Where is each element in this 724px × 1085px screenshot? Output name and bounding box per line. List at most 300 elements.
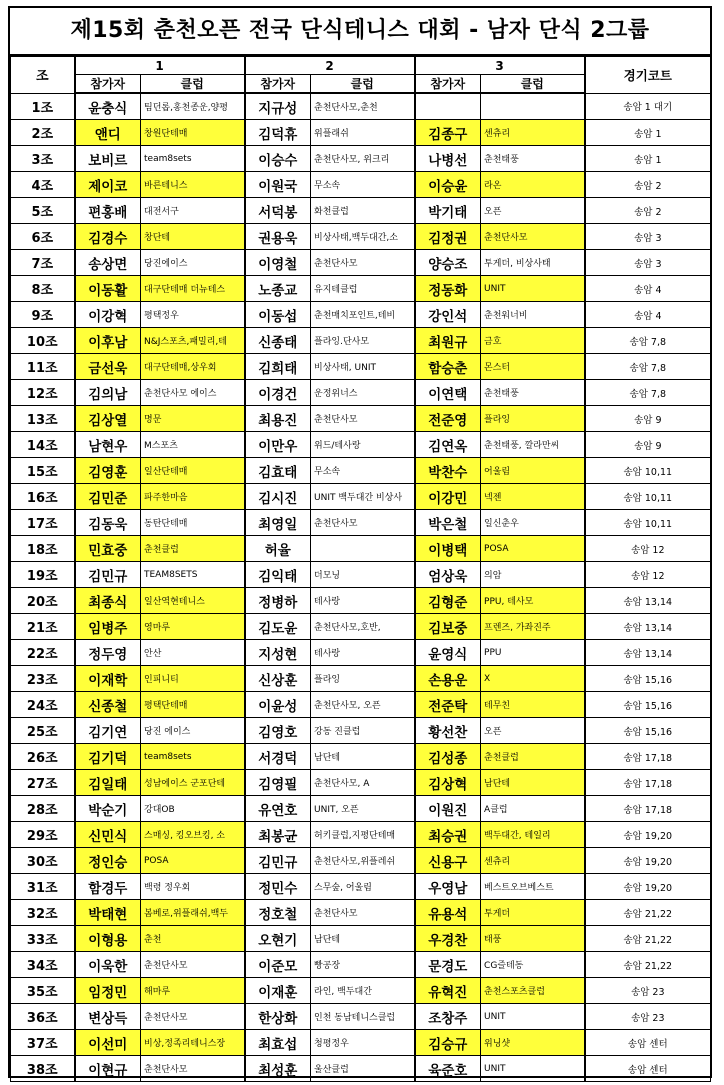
- participant-club: 비상,정족리테니스장: [141, 1030, 245, 1056]
- participant-name: 김영호: [245, 718, 311, 744]
- participant-club: 춘천단사모: [311, 250, 415, 276]
- participant-name: 유연호: [245, 796, 311, 822]
- participant-club: 춘천단사모: [141, 1004, 245, 1030]
- participant-club: 빵공장: [311, 952, 415, 978]
- participant-club: 팀던롭,홍천종운,양평: [141, 93, 245, 120]
- participant-name: 양승조: [415, 250, 481, 276]
- participant-name: 김상혁: [415, 770, 481, 796]
- participant-name: 김경수: [75, 224, 141, 250]
- group-number: 37조: [11, 1030, 75, 1056]
- court-assignment: 송암 2: [585, 172, 711, 198]
- group-number: 26조: [11, 744, 75, 770]
- participant-name: 나병선: [415, 146, 481, 172]
- table-row: [11, 354, 711, 380]
- header-club: 클럽: [311, 75, 415, 94]
- participant-name: 김희태: [245, 354, 311, 380]
- court-assignment: 송암 4: [585, 276, 711, 302]
- participant-name: 이재훈: [245, 978, 311, 1004]
- group-number: 18조: [11, 536, 75, 562]
- participant-name: 신종철: [75, 692, 141, 718]
- table-row: [11, 484, 711, 510]
- table-row: [11, 666, 711, 692]
- participant-name: 김덕휴: [245, 120, 311, 146]
- court-assignment: 송암 17,18: [585, 744, 711, 770]
- participant-club: 춘천매치포인트,테비: [311, 302, 415, 328]
- participant-name: 임병주: [75, 614, 141, 640]
- participant-club: 춘천태풍, 깔라만씨: [481, 432, 585, 458]
- participant-name: 금선욱: [75, 354, 141, 380]
- group-number: 31조: [11, 874, 75, 900]
- participant-club: 위플래쉬: [311, 120, 415, 146]
- participant-club: 춘천스포츠클럽: [481, 978, 585, 1004]
- draw-rows: [11, 93, 711, 1082]
- participant-club: 라인, 백두대간: [311, 978, 415, 1004]
- participant-name: 김정권: [415, 224, 481, 250]
- court-assignment: 송암 7,8: [585, 354, 711, 380]
- header-club: 클럽: [141, 75, 245, 94]
- participant-club: 의암: [481, 562, 585, 588]
- participant-name: 김형준: [415, 588, 481, 614]
- participant-club: 일산역현테니스: [141, 588, 245, 614]
- participant-name: 지규성: [245, 93, 311, 120]
- participant-name: 신종태: [245, 328, 311, 354]
- participant-name: 김효태: [245, 458, 311, 484]
- participant-name: 이원국: [245, 172, 311, 198]
- group-number: 14조: [11, 432, 75, 458]
- participant-club: 영마루: [141, 614, 245, 640]
- court-assignment: 송암 15,16: [585, 666, 711, 692]
- participant-name: 김영필: [245, 770, 311, 796]
- table-row: [11, 822, 711, 848]
- table-row: [11, 926, 711, 952]
- group-number: 19조: [11, 562, 75, 588]
- header-court: 경기코트: [585, 57, 711, 94]
- participant-club: 대구단테매,상우회: [141, 354, 245, 380]
- group-number: 10조: [11, 328, 75, 354]
- participant-club: [481, 93, 585, 120]
- group-number: 17조: [11, 510, 75, 536]
- court-assignment: 송암 12: [585, 536, 711, 562]
- header-club: 클럽: [481, 75, 585, 94]
- participant-club: 명문: [141, 406, 245, 432]
- participant-name: 최승권: [415, 822, 481, 848]
- participant-name: 김민규: [75, 562, 141, 588]
- participant-name: 정두영: [75, 640, 141, 666]
- participant-club: 어울림: [481, 458, 585, 484]
- participant-club: 춘천단사모: [311, 406, 415, 432]
- table-row: [11, 458, 711, 484]
- court-assignment: 송암 21,22: [585, 900, 711, 926]
- participant-name: 유혁진: [415, 978, 481, 1004]
- participant-name: 남현우: [75, 432, 141, 458]
- participant-club: 춘천클럽: [481, 744, 585, 770]
- participant-club: 춘천태풍: [481, 146, 585, 172]
- participant-name: 최성훈: [245, 1056, 311, 1082]
- participant-club: 투게더, 비상사태: [481, 250, 585, 276]
- participant-name: 신민식: [75, 822, 141, 848]
- participant-club: 오픈: [481, 718, 585, 744]
- participant-club: 춘천단사모,위플레쉬: [311, 848, 415, 874]
- participant-name: 엄상욱: [415, 562, 481, 588]
- table-row: [11, 120, 711, 146]
- participant-club: 춘천단사모,춘천: [311, 93, 415, 120]
- table-row: [11, 848, 711, 874]
- participant-club: PPU: [481, 640, 585, 666]
- participant-name: 제이코: [75, 172, 141, 198]
- participant-name: 최종식: [75, 588, 141, 614]
- participant-club: UNIT 백두대간 비상사: [311, 484, 415, 510]
- participant-name: 박찬수: [415, 458, 481, 484]
- table-row: [11, 1004, 711, 1030]
- table-row: [11, 93, 711, 120]
- draw-sheet: [8, 6, 712, 1078]
- court-assignment: 송암 9: [585, 406, 711, 432]
- participant-name: 최봉균: [245, 822, 311, 848]
- table-row: [11, 380, 711, 406]
- table-row: [11, 276, 711, 302]
- participant-name: 전준탁: [415, 692, 481, 718]
- table-row: [11, 250, 711, 276]
- participant-club: 춘천워너비: [481, 302, 585, 328]
- participant-name: 편홍배: [75, 198, 141, 224]
- participant-name: 앤디: [75, 120, 141, 146]
- participant-club: 춘천단사모: [141, 1056, 245, 1082]
- table-row: [11, 640, 711, 666]
- participant-club: 남단테: [311, 926, 415, 952]
- table-row: [11, 224, 711, 250]
- participant-club: 플라잉: [311, 666, 415, 692]
- participant-club: 울산클럽: [311, 1056, 415, 1082]
- participant-name: 김민준: [75, 484, 141, 510]
- participant-name: 우경찬: [415, 926, 481, 952]
- participant-club: 인피니티: [141, 666, 245, 692]
- participant-club: 화천클럽: [311, 198, 415, 224]
- participant-name: 이현규: [75, 1056, 141, 1082]
- court-assignment: 송암 1 대기: [585, 93, 711, 120]
- participant-club: 봄베로,위플래쉬,백두: [141, 900, 245, 926]
- court-assignment: 송암 19,20: [585, 822, 711, 848]
- participant-club: team8sets: [141, 146, 245, 172]
- participant-club: UNIT, 오픈: [311, 796, 415, 822]
- participant-club: 남단테: [311, 744, 415, 770]
- table-row: [11, 510, 711, 536]
- participant-club: 일신춘우: [481, 510, 585, 536]
- participant-name: 신용구: [415, 848, 481, 874]
- participant-club: 춘천단사모 에이스: [141, 380, 245, 406]
- participant-club: UNIT: [481, 1056, 585, 1082]
- group-number: 13조: [11, 406, 75, 432]
- participant-club: UNIT: [481, 1004, 585, 1030]
- group-number: 29조: [11, 822, 75, 848]
- group-number: 35조: [11, 978, 75, 1004]
- court-assignment: 송암 7,8: [585, 328, 711, 354]
- participant-name: 송상면: [75, 250, 141, 276]
- participant-name: 이동활: [75, 276, 141, 302]
- participant-club: 청평정우: [311, 1030, 415, 1056]
- table-row: [11, 770, 711, 796]
- participant-club: 안산: [141, 640, 245, 666]
- participant-club: 강동 진클럽: [311, 718, 415, 744]
- participant-club: 파주한마음: [141, 484, 245, 510]
- participant-club: 창단테: [141, 224, 245, 250]
- court-assignment: 송암 17,18: [585, 770, 711, 796]
- participant-club: 센츄리: [481, 848, 585, 874]
- participant-club: POSA: [481, 536, 585, 562]
- court-assignment: 송암 13,14: [585, 588, 711, 614]
- participant-name: 한상화: [245, 1004, 311, 1030]
- group-number: 33조: [11, 926, 75, 952]
- participant-club: 태풍: [481, 926, 585, 952]
- participant-club: 투게더: [481, 900, 585, 926]
- participant-club: 대구단테매 더뉴테스: [141, 276, 245, 302]
- participant-club: TEAM8SETS: [141, 562, 245, 588]
- participant-club: 춘천클럽: [141, 536, 245, 562]
- court-assignment: 송암 1: [585, 120, 711, 146]
- participant-club: 베스트오브베스트: [481, 874, 585, 900]
- header-group-1: 1: [75, 57, 245, 75]
- group-number: 11조: [11, 354, 75, 380]
- participant-club: 백령 정우회: [141, 874, 245, 900]
- participant-club: 해마루: [141, 978, 245, 1004]
- group-number: 16조: [11, 484, 75, 510]
- participant-club: 테사랑: [311, 640, 415, 666]
- participant-club: N&J스포츠,패밀리,테: [141, 328, 245, 354]
- participant-club: 스매싱, 킹오브킹, 소: [141, 822, 245, 848]
- participant-club: 비상사태, UNIT: [311, 354, 415, 380]
- header-participant: 참가자: [245, 75, 311, 94]
- participant-club: 춘천단사모: [311, 900, 415, 926]
- court-assignment: 송암 21,22: [585, 926, 711, 952]
- participant-name: 김민규: [245, 848, 311, 874]
- group-number: 8조: [11, 276, 75, 302]
- group-number: 30조: [11, 848, 75, 874]
- participant-club: 프렌즈, 가좌진주: [481, 614, 585, 640]
- draw-table: [10, 56, 711, 1082]
- group-number: 21조: [11, 614, 75, 640]
- court-assignment: 송암 21,22: [585, 952, 711, 978]
- participant-club: 허키클럽,지평단테매: [311, 822, 415, 848]
- participant-name: 이병택: [415, 536, 481, 562]
- participant-name: 박은철: [415, 510, 481, 536]
- court-assignment: 송암 센터: [585, 1030, 711, 1056]
- table-row: [11, 900, 711, 926]
- participant-club: 더모닝: [311, 562, 415, 588]
- court-assignment: 송암 23: [585, 978, 711, 1004]
- participant-name: 육준호: [415, 1056, 481, 1082]
- participant-club: 춘천: [141, 926, 245, 952]
- court-assignment: 송암 9: [585, 432, 711, 458]
- participant-name: 변상득: [75, 1004, 141, 1030]
- court-assignment: 송암 2: [585, 198, 711, 224]
- participant-club: X: [481, 666, 585, 692]
- court-assignment: 송암 17,18: [585, 796, 711, 822]
- table-row: [11, 744, 711, 770]
- participant-club: 운정위너스: [311, 380, 415, 406]
- participant-name: 허율: [245, 536, 311, 562]
- participant-name: 이형용: [75, 926, 141, 952]
- table-row: [11, 692, 711, 718]
- group-number: 23조: [11, 666, 75, 692]
- participant-name: 정동화: [415, 276, 481, 302]
- participant-club: 춘천태풍: [481, 380, 585, 406]
- group-number: 12조: [11, 380, 75, 406]
- table-row: [11, 588, 711, 614]
- participant-name: 김보중: [415, 614, 481, 640]
- participant-club: 플라잉: [481, 406, 585, 432]
- participant-name: 김시진: [245, 484, 311, 510]
- participant-club: UNIT: [481, 276, 585, 302]
- table-row: [11, 302, 711, 328]
- court-assignment: 송암 10,11: [585, 510, 711, 536]
- group-number: 38조: [11, 1056, 75, 1082]
- participant-name: 김동욱: [75, 510, 141, 536]
- participant-name: 지성현: [245, 640, 311, 666]
- group-number: 34조: [11, 952, 75, 978]
- participant-name: 강인석: [415, 302, 481, 328]
- participant-club: 인천 동남테니스클럽: [311, 1004, 415, 1030]
- participant-club: 백두대간, 테일리: [481, 822, 585, 848]
- participant-name: 이동섭: [245, 302, 311, 328]
- group-number: 15조: [11, 458, 75, 484]
- participant-name: 최원규: [415, 328, 481, 354]
- participant-name: 오현기: [245, 926, 311, 952]
- table-row: [11, 562, 711, 588]
- participant-club: 대전서구: [141, 198, 245, 224]
- participant-club: 평택정우: [141, 302, 245, 328]
- group-number: 1조: [11, 93, 75, 120]
- table-row: [11, 406, 711, 432]
- participant-club: 바른테니스: [141, 172, 245, 198]
- participant-name: 박태현: [75, 900, 141, 926]
- court-assignment: 송암 10,11: [585, 458, 711, 484]
- participant-club: POSA: [141, 848, 245, 874]
- participant-name: 김종구: [415, 120, 481, 146]
- table-row: [11, 952, 711, 978]
- table-row: [11, 328, 711, 354]
- table-row: [11, 172, 711, 198]
- participant-name: 이영철: [245, 250, 311, 276]
- participant-club: 플라잉.단사모: [311, 328, 415, 354]
- participant-club: [311, 536, 415, 562]
- participant-club: 비상사태,백두대간,소: [311, 224, 415, 250]
- participant-name: 최용진: [245, 406, 311, 432]
- participant-name: 김익태: [245, 562, 311, 588]
- group-number: 27조: [11, 770, 75, 796]
- participant-club: 몬스터: [481, 354, 585, 380]
- group-number: 3조: [11, 146, 75, 172]
- participant-name: 정민수: [245, 874, 311, 900]
- participant-name: 서경덕: [245, 744, 311, 770]
- group-number: 9조: [11, 302, 75, 328]
- participant-name: 민효중: [75, 536, 141, 562]
- participant-name: 보비르: [75, 146, 141, 172]
- participant-name: 이윤성: [245, 692, 311, 718]
- participant-name: 이원진: [415, 796, 481, 822]
- group-number: 5조: [11, 198, 75, 224]
- participant-name: 전준영: [415, 406, 481, 432]
- participant-club: 춘천단사모, 위크리: [311, 146, 415, 172]
- header-group-3: 3: [415, 57, 585, 75]
- participant-club: 유지테클럽: [311, 276, 415, 302]
- participant-name: 임정민: [75, 978, 141, 1004]
- group-number: 4조: [11, 172, 75, 198]
- court-assignment: 송암 12: [585, 562, 711, 588]
- group-number: 7조: [11, 250, 75, 276]
- table-row: [11, 978, 711, 1004]
- participant-club: 춘천단사모,호반,: [311, 614, 415, 640]
- participant-club: 센츄리: [481, 120, 585, 146]
- participant-name: 김연옥: [415, 432, 481, 458]
- court-assignment: 송암 15,16: [585, 692, 711, 718]
- participant-club: 위드/테사랑: [311, 432, 415, 458]
- participant-club: 무소속: [311, 172, 415, 198]
- court-assignment: 송암 19,20: [585, 848, 711, 874]
- participant-name: 윤충식: [75, 93, 141, 120]
- participant-name: 신상훈: [245, 666, 311, 692]
- participant-name: 윤영식: [415, 640, 481, 666]
- table-row: [11, 614, 711, 640]
- header-group-2: 2: [245, 57, 415, 75]
- participant-name: 노종교: [245, 276, 311, 302]
- court-assignment: 송암 7,8: [585, 380, 711, 406]
- participant-club: 오픈: [481, 198, 585, 224]
- participant-club: 당진에이스: [141, 250, 245, 276]
- participant-name: 박순기: [75, 796, 141, 822]
- participant-name: 이승윤: [415, 172, 481, 198]
- participant-name: 김승규: [415, 1030, 481, 1056]
- participant-name: 유용석: [415, 900, 481, 926]
- table-row: [11, 874, 711, 900]
- page-title: 제15회 춘천오픈 전국 단식테니스 대회 - 남자 단식 2그룹: [10, 8, 710, 56]
- group-number: 32조: [11, 900, 75, 926]
- participant-name: 김상열: [75, 406, 141, 432]
- participant-name: 김영훈: [75, 458, 141, 484]
- participant-club: 춘천단사모: [481, 224, 585, 250]
- participant-name: 김도윤: [245, 614, 311, 640]
- participant-club: 창원단테매: [141, 120, 245, 146]
- participant-name: 우영남: [415, 874, 481, 900]
- participant-name: 최영일: [245, 510, 311, 536]
- participant-name: 김성종: [415, 744, 481, 770]
- group-number: 36조: [11, 1004, 75, 1030]
- participant-club: A클럽: [481, 796, 585, 822]
- participant-name: 정호철: [245, 900, 311, 926]
- table-row: [11, 146, 711, 172]
- participant-club: M스포츠: [141, 432, 245, 458]
- table-row: [11, 1030, 711, 1056]
- group-number: 25조: [11, 718, 75, 744]
- group-number: 6조: [11, 224, 75, 250]
- participant-name: 김기덕: [75, 744, 141, 770]
- participant-name: 문경도: [415, 952, 481, 978]
- participant-name: 함승춘: [415, 354, 481, 380]
- participant-name: 김기연: [75, 718, 141, 744]
- participant-name: 권용욱: [245, 224, 311, 250]
- participant-club: 춘천단사모: [311, 510, 415, 536]
- table-row: [11, 718, 711, 744]
- participant-club: 무소속: [311, 458, 415, 484]
- court-assignment: 송암 13,14: [585, 640, 711, 666]
- participant-name: 김일태: [75, 770, 141, 796]
- participant-name: 이후남: [75, 328, 141, 354]
- participant-club: 평택단테매: [141, 692, 245, 718]
- participant-name: 정병하: [245, 588, 311, 614]
- participant-name: 이재학: [75, 666, 141, 692]
- header-jo: 조: [11, 57, 75, 94]
- participant-name: 황선찬: [415, 718, 481, 744]
- participant-club: 당진 에이스: [141, 718, 245, 744]
- participant-club: 남단테: [481, 770, 585, 796]
